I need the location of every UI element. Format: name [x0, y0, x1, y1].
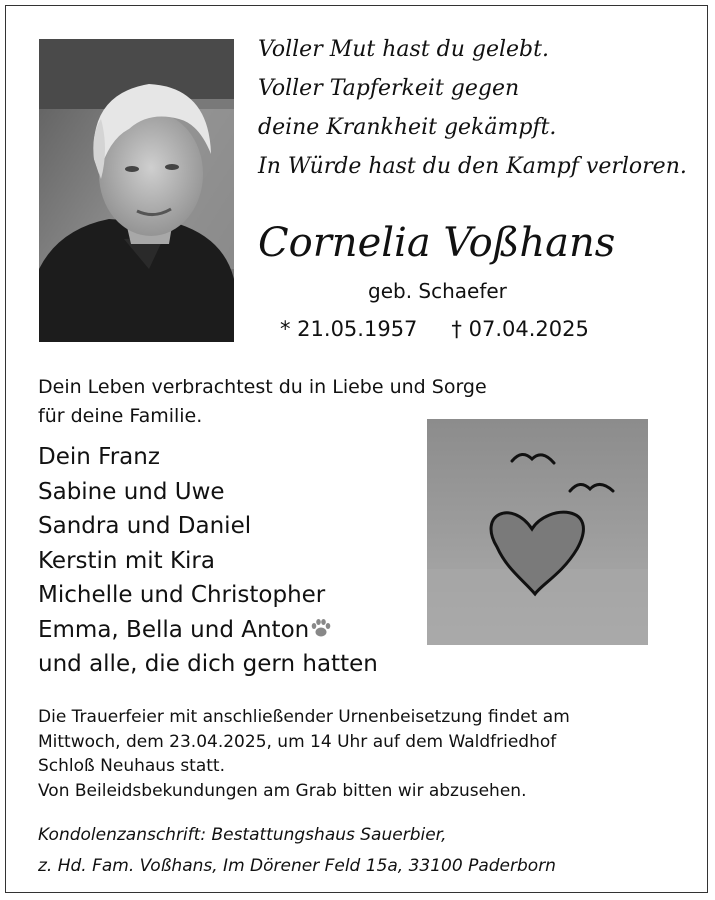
death-date: † 07.04.2025 — [451, 317, 589, 341]
poem-line: deine Krankheit gekämpft. — [258, 115, 557, 140]
life-dates — [280, 317, 589, 341]
poem-line: Voller Mut hast du gelebt. — [258, 37, 549, 62]
service-line: Die Trauerfeier mit anschließender Urnenbeisetzung findet am — [38, 707, 570, 727]
family-line: Sabine und Uwe — [38, 478, 225, 505]
birth-date: * 21.05.1957 — [280, 317, 418, 341]
family-line: und alle, die dich gern hatten — [38, 651, 378, 677]
service-info — [38, 705, 570, 803]
condolence-address — [38, 820, 556, 882]
family-line-text: Emma, Bella und Anton — [38, 616, 310, 643]
address-line: Kondolenzanschrift: Bestattungshaus Sauerbier, — [38, 825, 447, 845]
family-line — [38, 613, 378, 648]
paw-print-icon — [310, 618, 332, 638]
deceased-name: Cornelia Voßhans — [258, 220, 616, 266]
poem-line: Voller Tapferkeit gegen — [258, 76, 520, 101]
family-line: Michelle und Christopher — [38, 582, 326, 608]
service-line: Mittwoch, dem 23.04.2025, um 14 Uhr auf dem Waldfriedhof — [38, 731, 557, 752]
family-line: Sandra und Daniel — [38, 513, 252, 539]
intro-line: für deine Familie. — [38, 405, 203, 427]
intro-line: Dein Leben verbrachtest du in Liebe und Sorge — [38, 376, 487, 398]
family-list — [38, 440, 378, 682]
portrait-photo — [39, 39, 234, 342]
poem-line: In Würde hast du den Kampf verloren. — [258, 154, 687, 179]
poem — [258, 30, 698, 186]
family-line: Kerstin mit Kira — [38, 547, 215, 574]
service-line: Von Beileidsbekundungen am Grab bitten wir abzusehen. — [38, 780, 527, 801]
family-line: Dein Franz — [38, 444, 160, 470]
intro-text — [38, 373, 487, 431]
painting-heart-birds — [427, 419, 648, 645]
address-line: z. Hd. Fam. Voßhans, Im Dörener Feld 15a, 33100 Paderborn — [38, 856, 556, 876]
maiden-name: geb. Schaefer — [368, 279, 507, 303]
service-line: Schloß Neuhaus statt. — [38, 756, 225, 776]
